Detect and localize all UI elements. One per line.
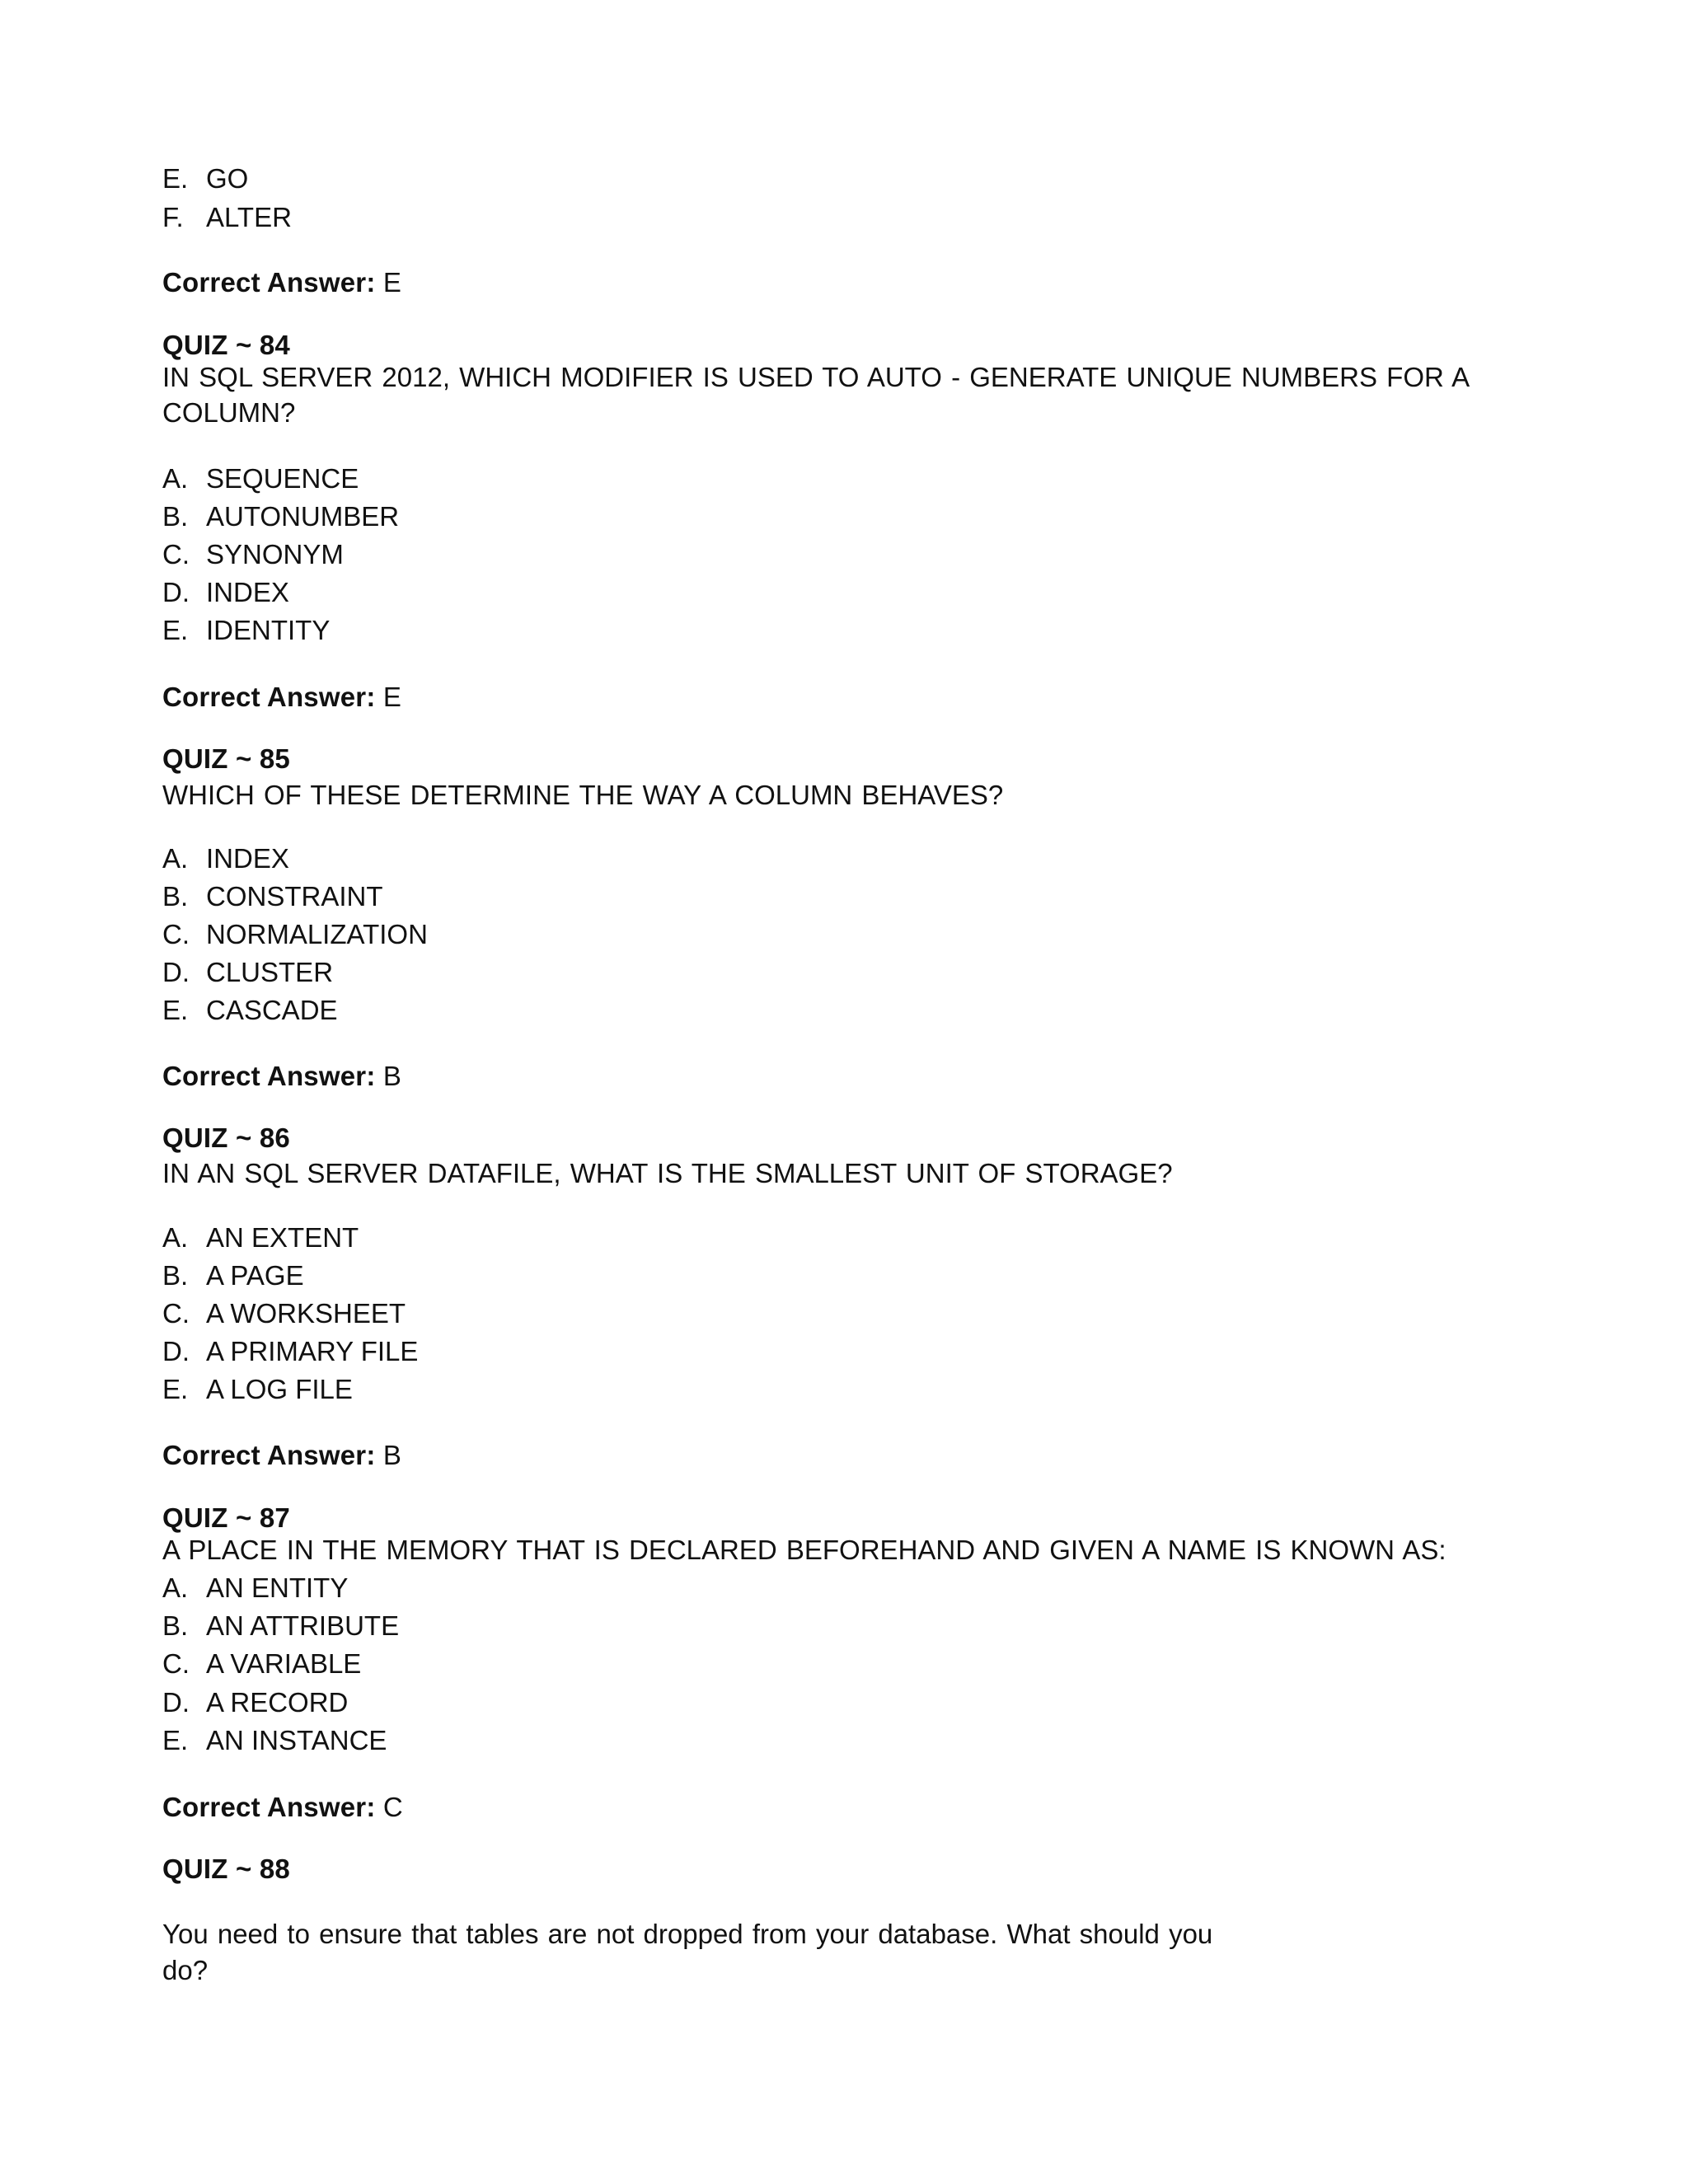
correct-answer [162,681,401,714]
option-text: A RECORD [206,1687,349,1718]
option-letter: E. [162,1725,189,1755]
question-text: COLUMN? [162,397,296,428]
option-letter: D. [162,1336,190,1366]
option-letter: A. [162,1572,189,1603]
option-text: CASCADE [206,995,338,1025]
option-letter: B. [162,881,189,912]
option-text: AN INSTANCE [206,1725,387,1755]
question-text: IN AN SQL SERVER DATAFILE, WHAT IS THE SMALLEST UNIT OF STORAGE? [162,1158,1173,1188]
option-text: A VARIABLE [206,1648,362,1679]
question-text: You need to ensure that tables are not dropped from your database. What should you [162,1919,1213,1949]
option-text: IDENTITY [206,615,331,645]
correct-answer-label: Correct Answer: [162,1061,376,1091]
quiz-header: QUIZ ~ 86 [162,1122,290,1153]
option-text: AN ENTITY [206,1572,349,1603]
quiz-header: QUIZ ~ 88 [162,1854,290,1884]
option-text: NORMALIZATION [206,919,428,949]
correct-answer-label: Correct Answer: [162,1792,376,1822]
correct-answer-label: Correct Answer: [162,267,376,298]
question-text: do? [162,1955,209,1985]
option-text: A PAGE [206,1260,304,1291]
correct-answer [162,1791,403,1824]
option-letter: C. [162,919,190,949]
option-letter: C. [162,1648,190,1679]
option-letter: D. [162,1687,190,1718]
correct-answer-value: B [382,1061,402,1091]
option-letter: C. [162,539,190,569]
option-text: ALTER [206,202,292,232]
option-letter: A. [162,843,189,874]
option-letter: E. [162,1374,189,1404]
option-letter: D. [162,577,190,607]
question-text: WHICH OF THESE DETERMINE THE WAY A COLUMN BEHAVES? [162,780,1004,810]
option-text: GO [206,163,249,194]
option-letter: E. [162,615,189,645]
quiz-header: QUIZ ~ 87 [162,1502,290,1533]
correct-answer [162,1060,401,1093]
correct-answer-value: E [382,682,402,712]
option-letter: B. [162,1610,189,1641]
option-text: SEQUENCE [206,463,359,494]
option-text: A WORKSHEET [206,1298,406,1329]
question-text: A PLACE IN THE MEMORY THAT IS DECLARED BEFOREHAND AND GIVEN A NAME IS KNOWN AS: [162,1535,1447,1565]
option-letter: A. [162,1222,189,1253]
option-letter: C. [162,1298,190,1329]
quiz-header: QUIZ ~ 84 [162,330,290,360]
option-letter: B. [162,501,189,532]
correct-answer-value: B [382,1440,402,1470]
option-letter: F. [162,202,184,232]
option-letter: D. [162,957,190,987]
option-text: A LOG FILE [206,1374,353,1404]
option-text: AN ATTRIBUTE [206,1610,400,1641]
question-text: IN SQL SERVER 2012, WHICH MODIFIER IS USED TO AUTO - GENERATE UNIQUE NUMBERS FOR A [162,362,1470,392]
option-text: CLUSTER [206,957,334,987]
option-letter: A. [162,463,189,494]
correct-answer-value: C [382,1792,403,1822]
correct-answer-value: E [382,267,402,298]
quiz-header: QUIZ ~ 85 [162,743,290,774]
correct-answer [162,1439,401,1472]
option-letter: E. [162,995,189,1025]
option-text: INDEX [206,843,289,874]
option-text: AUTONUMBER [206,501,400,532]
option-text: A PRIMARY FILE [206,1336,419,1366]
option-text: AN EXTENT [206,1222,359,1253]
option-text: INDEX [206,577,289,607]
option-letter: E. [162,163,189,194]
correct-answer [162,266,401,299]
correct-answer-label: Correct Answer: [162,682,376,712]
correct-answer-label: Correct Answer: [162,1440,376,1470]
option-text: CONSTRAINT [206,881,383,912]
option-letter: B. [162,1260,189,1291]
option-text: SYNONYM [206,539,344,569]
